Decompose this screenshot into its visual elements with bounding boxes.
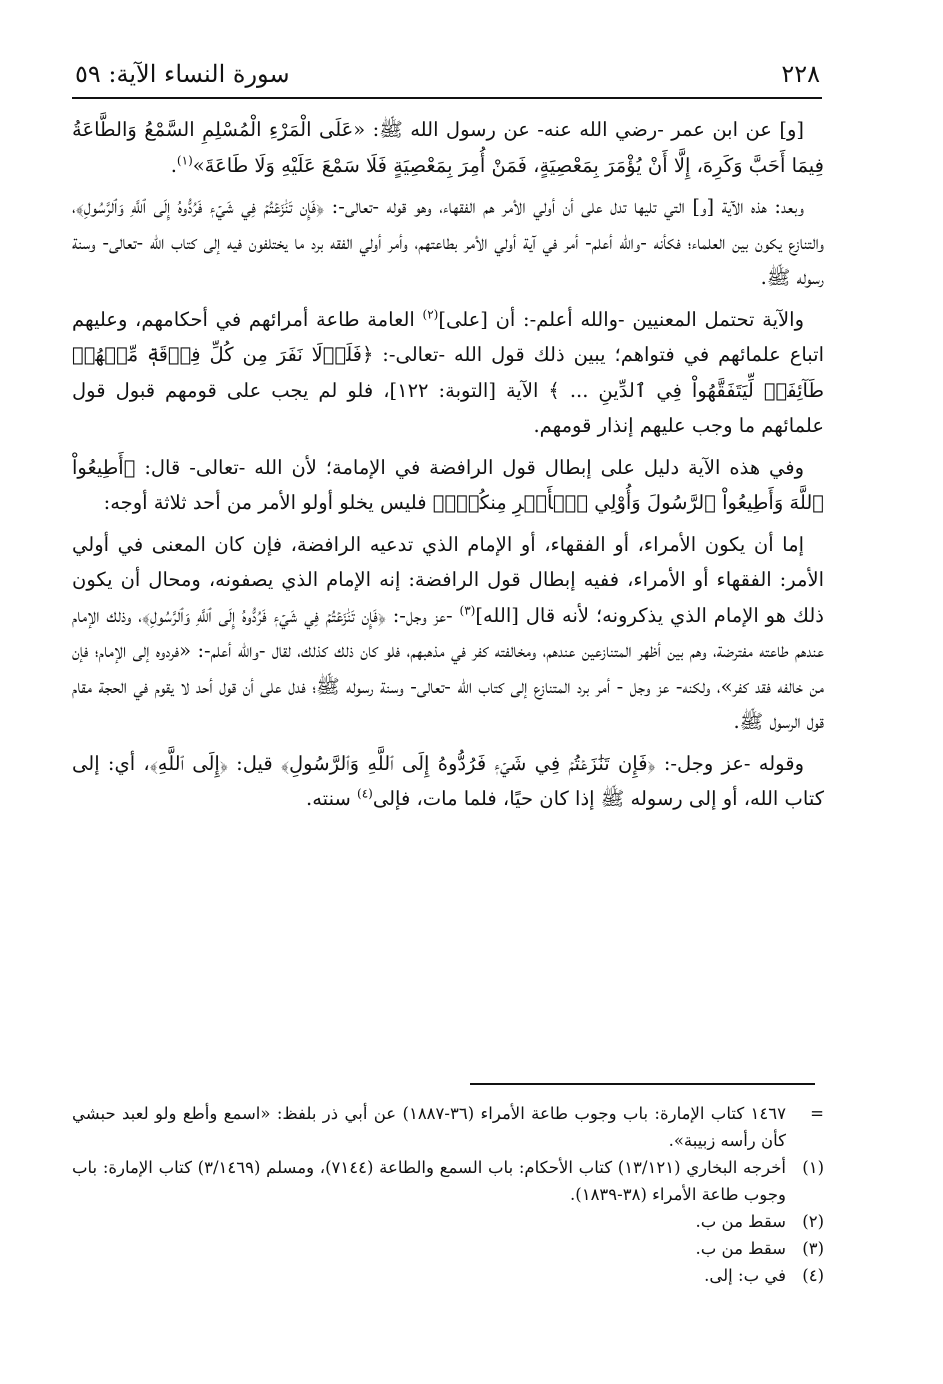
paragraph (72, 189, 824, 296)
footnote (72, 1262, 824, 1289)
footnote-number: (٣) (802, 1239, 824, 1258)
paragraph (72, 450, 824, 521)
paragraph-tail: العامة طاعة أمرائهم في أحكامهم، وعليهم اتباع علمائهم في فتواهم؛ يبين ذلك قول الله -تعالى-: ﴿فَلَوۡلَا نَفَرَ مِن كُلِّ فِرۡقَةٖ مِّنۡهُمۡ طَآئِفَةٞ لِّيَتَفَقَّهُواْ فِي ٱلدِّينِ ... ﴾ الآية [التوبة: ١٢٢]، فلو لم يجب على قومهم قبول قول علمائهم ما وجب عليهم إنذار قومهم. (72, 307, 824, 437)
paragraph-tail: . (170, 153, 177, 177)
footnote (72, 1100, 824, 1154)
footnote-text: ١٤٦٧ كتاب الإمارة: باب وجوب طاعة الأمراء (٣٦-١٨٨٧) عن أبي ذر بلفظ: «اسمع وأطع ولو لعبد حبشي كأن رأسه زبيبة». (72, 1104, 786, 1150)
footnote-number: = (810, 1104, 824, 1123)
paragraph-tail: -عز وجل-: ﴿فَإِن تَنَٰزَعۡتُمۡ فِي شَيۡءٖ فَرُدُّوهُ إِلَى ٱللَّهِ وَٱلرَّسُولِ﴾، وذلك الإمام عندهم طاعته مفترضة، وهم بين أظهر المتنازعين عندهم، ومخالفته كفر في مذهبهم، فلو كان ذلك كذلك، لقال -والله أعلم-: «فردوه إلى الإمام؛ فإن من خالفه فقد كفر»، ولكنه- عز وجل - أمر برد المتنازع إلى كتاب الله -تعالى- وسنة رسوله ﷺ؛ فدل على أن قول أحد لا يقوم في الحجة مقام قول الرسول ﷺ. (72, 603, 824, 733)
footnote-text: أخرجه البخاري (١٣/١٢١) كتاب الأحكام: باب السمع والطاعة (٧١٤٤)، ومسلم (٣/١٤٦٩) كتاب الإمارة: باب وجوب طاعة الأمراء (٣٨-١٨٣٩). (72, 1158, 786, 1204)
footnote (72, 1208, 824, 1235)
footnote-text: سقط من ب. (695, 1212, 786, 1231)
footnote-text: سقط من ب. (695, 1239, 786, 1258)
paragraph (72, 112, 824, 183)
paragraph-text: وبعد: هذه الآية [و] التي تليها تدل على أن أولي الأمر هم الفقهاء، وهو قوله -تعالى-: ﴿فَإِن تَنَٰزَعۡتُمۡ فِي شَيۡءٖ فَرُدُّوهُ إِلَى ٱللَّهِ وَٱلرَّسُولِ﴾، والتنازع يكون بين العلماء؛ فكأنه -والله أعلم- أمر في آية أولي الأمر بطاعتهم، وأمر أولي الفقه برد ما يختلفون فيه إلى كتاب الله -تعالى- وسنة رسوله ﷺ. (72, 195, 824, 289)
footnote-ref: (٢) (422, 307, 439, 321)
footnote-number: (٤) (802, 1266, 824, 1285)
paragraph (72, 527, 824, 740)
paragraph-text: [و] عن ابن عمر -رضي الله عنه- عن رسول الله ﷺ: «عَلَى الْمَرْءِ الْمُسْلِمِ السَّمْعُ وَالطَّاعَةُ فِيمَا أَحَبَّ وَكَرِهَ، إِلَّا أَنْ يُؤْمَرَ بِمَعْصِيَةٍ، فَمَنْ أُمِرَ بِمَعْصِيَةٍ فَلَا سَمْعَ عَلَيْهِ وَلَا طَاعَةَ» (72, 118, 824, 177)
paragraph-text: إما أن يكون الأمراء، أو الفقهاء، أو الإمام الذي تدعيه الرافضة، فإن كان المعنى في أولي الأمر: الفقهاء أو الأمراء، ففيه إبطال قول الرافضة: إنه الإمام الذي يصفونه، ومحال أن يكون ذلك هو الإمام الذي يذكرونه؛ لأنه قال [الله] (72, 532, 824, 627)
paragraph-tail: سنته. (306, 787, 357, 810)
footnote-number: (١) (802, 1158, 824, 1177)
footnote (72, 1154, 824, 1208)
footnotes (72, 1100, 824, 1289)
header-rule (72, 97, 822, 99)
page-number: ٢٢٨ (781, 60, 820, 88)
running-title: سورة النساء الآية: ٥٩ (75, 60, 290, 88)
paragraph-text: وقوله -عز وجل-: ﴿فَإِن تَنَٰزَعۡتُمۡ فِي شَيۡءٖ فَرُدُّوهُ إِلَى ٱللَّهِ وَٱلرَّسُولِ﴾ قيل: ﴿إِلَى ٱللَّهِ﴾، أي: إلى كتاب الله، أو إلى رسوله ﷺ إذا كان حيًا، فلما مات، فإلى (72, 751, 824, 810)
footnote-ref: (٤) (357, 786, 373, 801)
paragraph (72, 302, 824, 444)
footnote (72, 1235, 824, 1262)
footnote-rule (470, 1083, 815, 1085)
paragraph (72, 746, 824, 817)
paragraph-text: والآية تحتمل المعنيين -والله أعلم-: أن [على] (438, 307, 804, 331)
main-text (72, 112, 824, 823)
footnote-text: في ب: إلى. (704, 1266, 786, 1285)
footnote-number: (٢) (802, 1212, 824, 1231)
paragraph-text: وفي هذه الآية دليل على إبطال قول الرافضة في الإمامة؛ لأن الله -تعالى- قال: ﴿أَطِيعُواْ ٱللَّهَ وَأَطِيعُواْ ٱلرَّسُولَ وَأُوْلِي ٱلۡأَمۡرِ مِنكُمۡۖ﴾ فليس يخلو أولو الأمر من أحد ثلاثة أوجه: (72, 455, 824, 514)
page-header (75, 52, 820, 96)
footnote-ref: (١) (176, 153, 193, 167)
footnote-ref: (٣) (459, 603, 476, 617)
